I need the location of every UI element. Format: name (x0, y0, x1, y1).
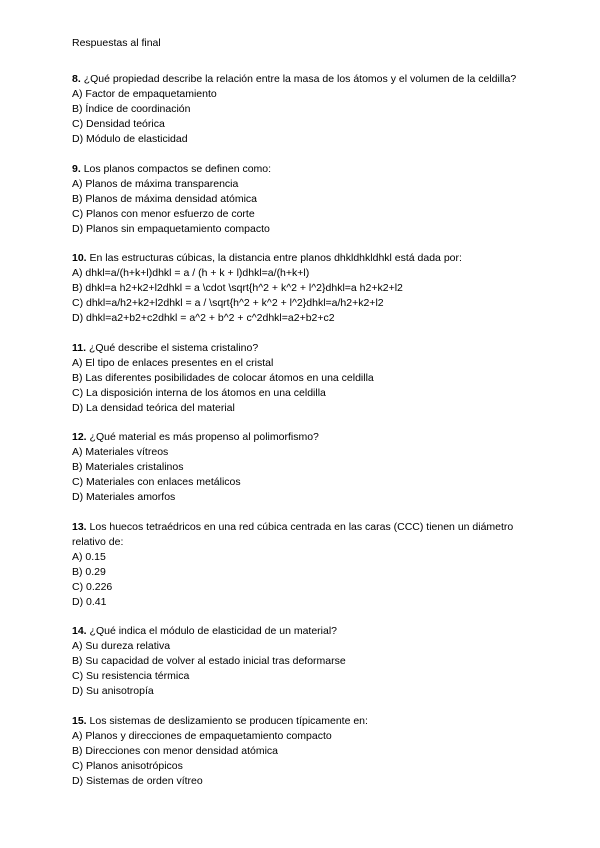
answer-option: B) Las diferentes posibilidades de colocar átomos en una celdilla (72, 371, 374, 384)
question-block (72, 430, 542, 505)
question-stem (72, 162, 542, 177)
answer-option: C) dhkl=a/h2+k2+l2dhkl = a / \sqrt{h^2 + k^2 + l^2}dhkl=a/h2+k2+l2 (72, 297, 384, 309)
answer-option: D) Módulo de elasticidad (72, 133, 188, 145)
answer-option: A) Planos y direcciones de empaquetamiento compacto (72, 729, 332, 742)
question-text: ¿Qué material es más propenso al polimorfismo? (89, 431, 319, 443)
answer-option: D) dhkl=a2+b2+c2dhkl = a^2 + b^2 + c^2dhkl=a2+b2+c2 (72, 312, 335, 324)
answer-option: D) Sistemas de orden vítreo (72, 774, 203, 787)
question-number: 11. (72, 341, 87, 354)
question-block (72, 714, 542, 789)
page-header: Respuestas al final (72, 37, 161, 49)
answer-option: C) La disposición interna de los átomos en una celdilla (72, 386, 326, 399)
answer-option: A) 0.15 (72, 550, 106, 563)
answer-option: D) Materiales amorfos (72, 491, 176, 503)
question-number: 12. (72, 431, 87, 443)
question-number: 13. (72, 520, 87, 533)
answer-option: B) Planos de máxima densidad atómica (72, 192, 258, 205)
answer-option: A) dhkl=a/(h+k+l)dhkl = a / (h + k + l)dhkl=a/(h+k+l) (72, 267, 310, 279)
question-list (72, 72, 542, 803)
answer-option: A) Factor de empaquetamiento (72, 88, 217, 100)
answer-option: C) Densidad teórica (72, 118, 165, 130)
question-block (72, 341, 542, 416)
question-number: 8. (72, 73, 81, 85)
question-block (72, 251, 542, 326)
question-text: Los sistemas de deslizamiento se producen típicamente en: (89, 714, 368, 727)
question-text: Los huecos tetraédricos en una red cúbica centrada en las caras (CCC) tienen un diámetro relativo de: (72, 520, 514, 548)
answer-option: C) 0.226 (72, 580, 113, 593)
question-block (72, 520, 542, 610)
question-stem (72, 251, 542, 266)
answer-option: B) Su capacidad de volver al estado inicial tras deformarse (72, 655, 346, 667)
question-text: En las estructuras cúbicas, la distancia entre planos dhkldhkldhkl está dada por: (89, 252, 462, 264)
question-stem (72, 430, 542, 445)
answer-option: C) Planos con menor esfuerzo de corte (72, 207, 255, 220)
answer-option: A) Su dureza relativa (72, 640, 171, 652)
question-text: ¿Qué indica el módulo de elasticidad de un material? (89, 625, 338, 637)
question-stem (72, 72, 542, 87)
answer-option: B) dhkl=a h2+k2+l2dhkl = a \cdot \sqrt{h^2 + k^2 + l^2}dhkl=a h2+k2+l2 (72, 282, 403, 294)
question-number: 9. (72, 162, 81, 175)
answer-option: D) La densidad teórica del material (72, 401, 235, 414)
answer-option: C) Materiales con enlaces metálicos (72, 476, 241, 488)
question-stem (72, 714, 542, 729)
question-number: 14. (72, 625, 87, 637)
answer-option: B) 0.29 (72, 565, 106, 578)
question-text: Los planos compactos se definen como: (83, 162, 272, 175)
question-text: ¿Qué describe el sistema cristalino? (88, 341, 259, 354)
answer-option: A) El tipo de enlaces presentes en el cristal (72, 356, 274, 369)
answer-option: B) Índice de coordinación (72, 103, 191, 115)
answer-option: A) Materiales vítreos (72, 446, 169, 458)
answer-option: C) Planos anisotrópicos (72, 759, 183, 772)
question-number: 10. (72, 252, 87, 264)
answer-option: A) Planos de máxima transparencia (72, 177, 239, 190)
question-block (72, 624, 542, 699)
answer-option: D) 0.41 (72, 595, 107, 608)
answer-option: B) Materiales cristalinos (72, 461, 184, 473)
answer-option: D) Planos sin empaquetamiento compacto (72, 222, 270, 235)
answer-option: D) Su anisotropía (72, 685, 154, 697)
question-stem (72, 520, 542, 550)
question-number: 15. (72, 714, 87, 727)
question-stem (72, 624, 542, 639)
question-stem (72, 341, 542, 356)
question-text: ¿Qué propiedad describe la relación entre la masa de los átomos y el volumen de la celdilla? (83, 73, 517, 85)
question-block (72, 72, 542, 147)
question-block (72, 162, 542, 237)
answer-option: C) Su resistencia térmica (72, 670, 190, 682)
answer-option: B) Direcciones con menor densidad atómica (72, 744, 279, 757)
